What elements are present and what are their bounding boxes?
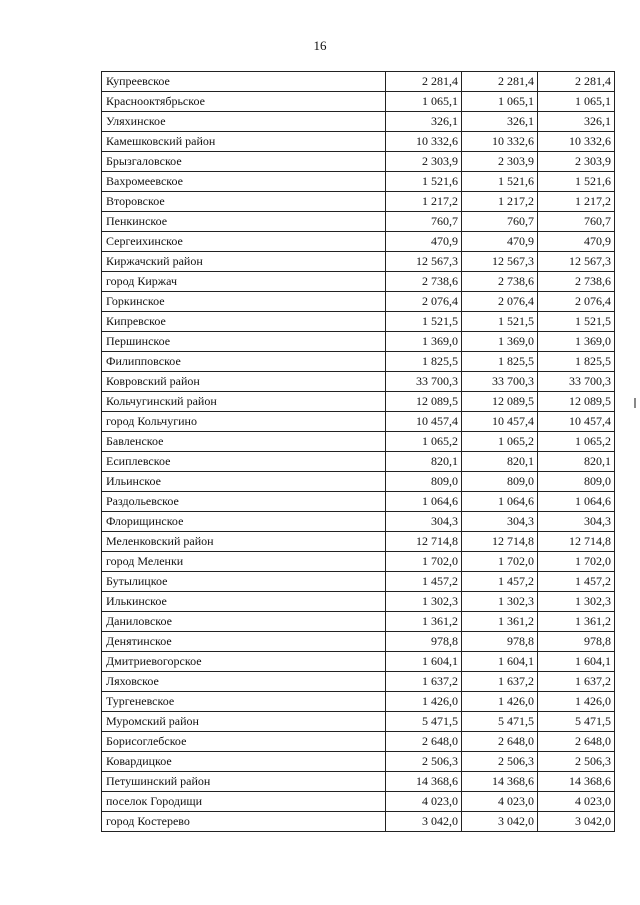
value-cell-1: 12 089,5 (386, 392, 462, 412)
value-cell-2: 2 648,0 (462, 732, 538, 752)
row-name-cell: Петушинский район (102, 772, 386, 792)
row-name-cell: Ковровский район (102, 372, 386, 392)
value-cell-1: 1 637,2 (386, 672, 462, 692)
value-cell-2: 2 303,9 (462, 152, 538, 172)
table-row (102, 512, 615, 532)
value-cell-1: 14 368,6 (386, 772, 462, 792)
value-cell-1: 760,7 (386, 212, 462, 232)
table-row (102, 412, 615, 432)
table-row (102, 632, 615, 652)
value-cell-1: 1 217,2 (386, 192, 462, 212)
value-cell-2: 12 089,5 (462, 392, 538, 412)
table-row (102, 392, 615, 412)
row-name-cell: город Киржач (102, 272, 386, 292)
row-name-cell: город Меленки (102, 552, 386, 572)
row-name-cell: Ляховское (102, 672, 386, 692)
value-cell-2: 1 521,5 (462, 312, 538, 332)
value-cell-2: 1 702,0 (462, 552, 538, 572)
table-row (102, 132, 615, 152)
row-name-cell: Ковардицкое (102, 752, 386, 772)
value-cell-3: 1 217,2 (538, 192, 615, 212)
budget-table (101, 71, 615, 832)
value-cell-1: 3 042,0 (386, 812, 462, 832)
value-cell-2: 760,7 (462, 212, 538, 232)
row-name-cell: Кипревское (102, 312, 386, 332)
value-cell-2: 12 567,3 (462, 252, 538, 272)
value-cell-1: 1 521,6 (386, 172, 462, 192)
value-cell-1: 4 023,0 (386, 792, 462, 812)
table-row (102, 232, 615, 252)
value-cell-1: 1 064,6 (386, 492, 462, 512)
value-cell-2: 1 637,2 (462, 672, 538, 692)
value-cell-1: 1 457,2 (386, 572, 462, 592)
row-name-cell: Даниловское (102, 612, 386, 632)
table-row (102, 672, 615, 692)
value-cell-1: 2 076,4 (386, 292, 462, 312)
value-cell-1: 820,1 (386, 452, 462, 472)
value-cell-3: 2 738,6 (538, 272, 615, 292)
row-name-cell: Уляхинское (102, 112, 386, 132)
row-name-cell: Меленковский район (102, 532, 386, 552)
table-row (102, 612, 615, 632)
value-cell-2: 304,3 (462, 512, 538, 532)
row-name-cell: Борисоглебское (102, 732, 386, 752)
value-cell-1: 10 457,4 (386, 412, 462, 432)
table-row (102, 592, 615, 612)
row-name-cell: Камешковский район (102, 132, 386, 152)
table-row (102, 652, 615, 672)
value-cell-1: 12 567,3 (386, 252, 462, 272)
value-cell-2: 1 426,0 (462, 692, 538, 712)
value-cell-3: 1 702,0 (538, 552, 615, 572)
table-row (102, 312, 615, 332)
table-row (102, 212, 615, 232)
value-cell-3: 2 648,0 (538, 732, 615, 752)
row-name-cell: Филипповское (102, 352, 386, 372)
table-row (102, 572, 615, 592)
table-row (102, 372, 615, 392)
table-row (102, 292, 615, 312)
value-cell-1: 978,8 (386, 632, 462, 652)
value-cell-2: 1 302,3 (462, 592, 538, 612)
value-cell-2: 820,1 (462, 452, 538, 472)
table-row (102, 552, 615, 572)
row-name-cell: город Кольчугино (102, 412, 386, 432)
value-cell-3: 1 604,1 (538, 652, 615, 672)
table-row (102, 92, 615, 112)
row-name-cell: Купреевское (102, 72, 386, 92)
value-cell-2: 10 332,6 (462, 132, 538, 152)
table-row (102, 272, 615, 292)
value-cell-3: 12 714,8 (538, 532, 615, 552)
row-name-cell: Дмитриевогорское (102, 652, 386, 672)
value-cell-3: 1 369,0 (538, 332, 615, 352)
value-cell-1: 1 702,0 (386, 552, 462, 572)
value-cell-3: 2 281,4 (538, 72, 615, 92)
value-cell-3: 760,7 (538, 212, 615, 232)
row-name-cell: Брызгаловское (102, 152, 386, 172)
value-cell-1: 470,9 (386, 232, 462, 252)
value-cell-3: 1 457,2 (538, 572, 615, 592)
row-name-cell: Второвское (102, 192, 386, 212)
value-cell-2: 809,0 (462, 472, 538, 492)
row-name-cell: Флорищинское (102, 512, 386, 532)
table-row (102, 172, 615, 192)
table-row (102, 532, 615, 552)
value-cell-3: 10 457,4 (538, 412, 615, 432)
table-row (102, 352, 615, 372)
value-cell-2: 1 361,2 (462, 612, 538, 632)
row-name-cell: Горкинское (102, 292, 386, 312)
table-row (102, 432, 615, 452)
row-name-cell: поселок Городищи (102, 792, 386, 812)
value-cell-2: 1 825,5 (462, 352, 538, 372)
table-row (102, 332, 615, 352)
value-cell-2: 1 604,1 (462, 652, 538, 672)
value-cell-2: 14 368,6 (462, 772, 538, 792)
value-cell-3: 1 825,5 (538, 352, 615, 372)
value-cell-2: 4 023,0 (462, 792, 538, 812)
value-cell-3: 10 332,6 (538, 132, 615, 152)
value-cell-1: 2 303,9 (386, 152, 462, 172)
value-cell-3: 820,1 (538, 452, 615, 472)
value-cell-1: 1 426,0 (386, 692, 462, 712)
value-cell-3: 326,1 (538, 112, 615, 132)
table-row (102, 772, 615, 792)
value-cell-1: 2 281,4 (386, 72, 462, 92)
value-cell-2: 2 738,6 (462, 272, 538, 292)
value-cell-3: 1 521,6 (538, 172, 615, 192)
row-name-cell: город Костерево (102, 812, 386, 832)
value-cell-1: 1 825,5 (386, 352, 462, 372)
value-cell-3: 1 361,2 (538, 612, 615, 632)
value-cell-3: 2 303,9 (538, 152, 615, 172)
value-cell-3: 12 089,5 (538, 392, 615, 412)
row-name-cell: Киржачский район (102, 252, 386, 272)
value-cell-2: 33 700,3 (462, 372, 538, 392)
table-row (102, 72, 615, 92)
value-cell-1: 2 648,0 (386, 732, 462, 752)
value-cell-2: 1 217,2 (462, 192, 538, 212)
row-name-cell: Кольчугинский район (102, 392, 386, 412)
value-cell-3: 1 521,5 (538, 312, 615, 332)
value-cell-2: 2 506,3 (462, 752, 538, 772)
row-name-cell: Денятинское (102, 632, 386, 652)
value-cell-1: 33 700,3 (386, 372, 462, 392)
value-cell-2: 1 065,2 (462, 432, 538, 452)
table-row (102, 712, 615, 732)
row-name-cell: Сергеихинское (102, 232, 386, 252)
value-cell-2: 10 457,4 (462, 412, 538, 432)
row-name-cell: Пенкинское (102, 212, 386, 232)
row-name-cell: Ильинское (102, 472, 386, 492)
value-cell-1: 1 521,5 (386, 312, 462, 332)
table-row (102, 752, 615, 772)
value-cell-3: 1 302,3 (538, 592, 615, 612)
value-cell-2: 1 064,6 (462, 492, 538, 512)
value-cell-3: 1 064,6 (538, 492, 615, 512)
row-name-cell: Вахромеевское (102, 172, 386, 192)
value-cell-3: 1 065,1 (538, 92, 615, 112)
value-cell-1: 10 332,6 (386, 132, 462, 152)
page-number: 16 (313, 38, 327, 53)
value-cell-2: 2 076,4 (462, 292, 538, 312)
value-cell-2: 470,9 (462, 232, 538, 252)
value-cell-1: 1 302,3 (386, 592, 462, 612)
value-cell-1: 1 361,2 (386, 612, 462, 632)
table-row (102, 112, 615, 132)
row-name-cell: Тургеневское (102, 692, 386, 712)
scan-edge-mark (634, 398, 636, 408)
table-row (102, 732, 615, 752)
value-cell-1: 5 471,5 (386, 712, 462, 732)
value-cell-3: 470,9 (538, 232, 615, 252)
row-name-cell: Бутылицкое (102, 572, 386, 592)
table-row (102, 192, 615, 212)
value-cell-3: 304,3 (538, 512, 615, 532)
table-row (102, 452, 615, 472)
value-cell-1: 2 506,3 (386, 752, 462, 772)
table-row (102, 492, 615, 512)
row-name-cell: Бавленское (102, 432, 386, 452)
table-body (102, 72, 615, 832)
row-name-cell: Есиплевское (102, 452, 386, 472)
value-cell-2: 1 369,0 (462, 332, 538, 352)
table-row (102, 692, 615, 712)
value-cell-1: 304,3 (386, 512, 462, 532)
table-row (102, 472, 615, 492)
value-cell-2: 5 471,5 (462, 712, 538, 732)
value-cell-3: 12 567,3 (538, 252, 615, 272)
row-name-cell: Илькинское (102, 592, 386, 612)
value-cell-3: 3 042,0 (538, 812, 615, 832)
table-row (102, 812, 615, 832)
value-cell-3: 4 023,0 (538, 792, 615, 812)
table-row (102, 252, 615, 272)
table-row (102, 792, 615, 812)
value-cell-1: 1 604,1 (386, 652, 462, 672)
value-cell-1: 809,0 (386, 472, 462, 492)
value-cell-3: 5 471,5 (538, 712, 615, 732)
value-cell-2: 2 281,4 (462, 72, 538, 92)
value-cell-1: 1 065,1 (386, 92, 462, 112)
row-name-cell: Муромский район (102, 712, 386, 732)
value-cell-3: 1 426,0 (538, 692, 615, 712)
value-cell-3: 14 368,6 (538, 772, 615, 792)
value-cell-2: 3 042,0 (462, 812, 538, 832)
value-cell-2: 12 714,8 (462, 532, 538, 552)
row-name-cell: Раздольевское (102, 492, 386, 512)
row-name-cell: Першинское (102, 332, 386, 352)
value-cell-2: 1 065,1 (462, 92, 538, 112)
value-cell-3: 809,0 (538, 472, 615, 492)
value-cell-1: 326,1 (386, 112, 462, 132)
value-cell-2: 326,1 (462, 112, 538, 132)
value-cell-3: 1 065,2 (538, 432, 615, 452)
table-row (102, 152, 615, 172)
value-cell-3: 33 700,3 (538, 372, 615, 392)
value-cell-3: 2 076,4 (538, 292, 615, 312)
value-cell-1: 1 369,0 (386, 332, 462, 352)
value-cell-3: 978,8 (538, 632, 615, 652)
value-cell-2: 1 457,2 (462, 572, 538, 592)
row-name-cell: Краснооктябрьское (102, 92, 386, 112)
value-cell-1: 12 714,8 (386, 532, 462, 552)
value-cell-1: 2 738,6 (386, 272, 462, 292)
value-cell-1: 1 065,2 (386, 432, 462, 452)
value-cell-3: 2 506,3 (538, 752, 615, 772)
value-cell-2: 978,8 (462, 632, 538, 652)
value-cell-3: 1 637,2 (538, 672, 615, 692)
value-cell-2: 1 521,6 (462, 172, 538, 192)
